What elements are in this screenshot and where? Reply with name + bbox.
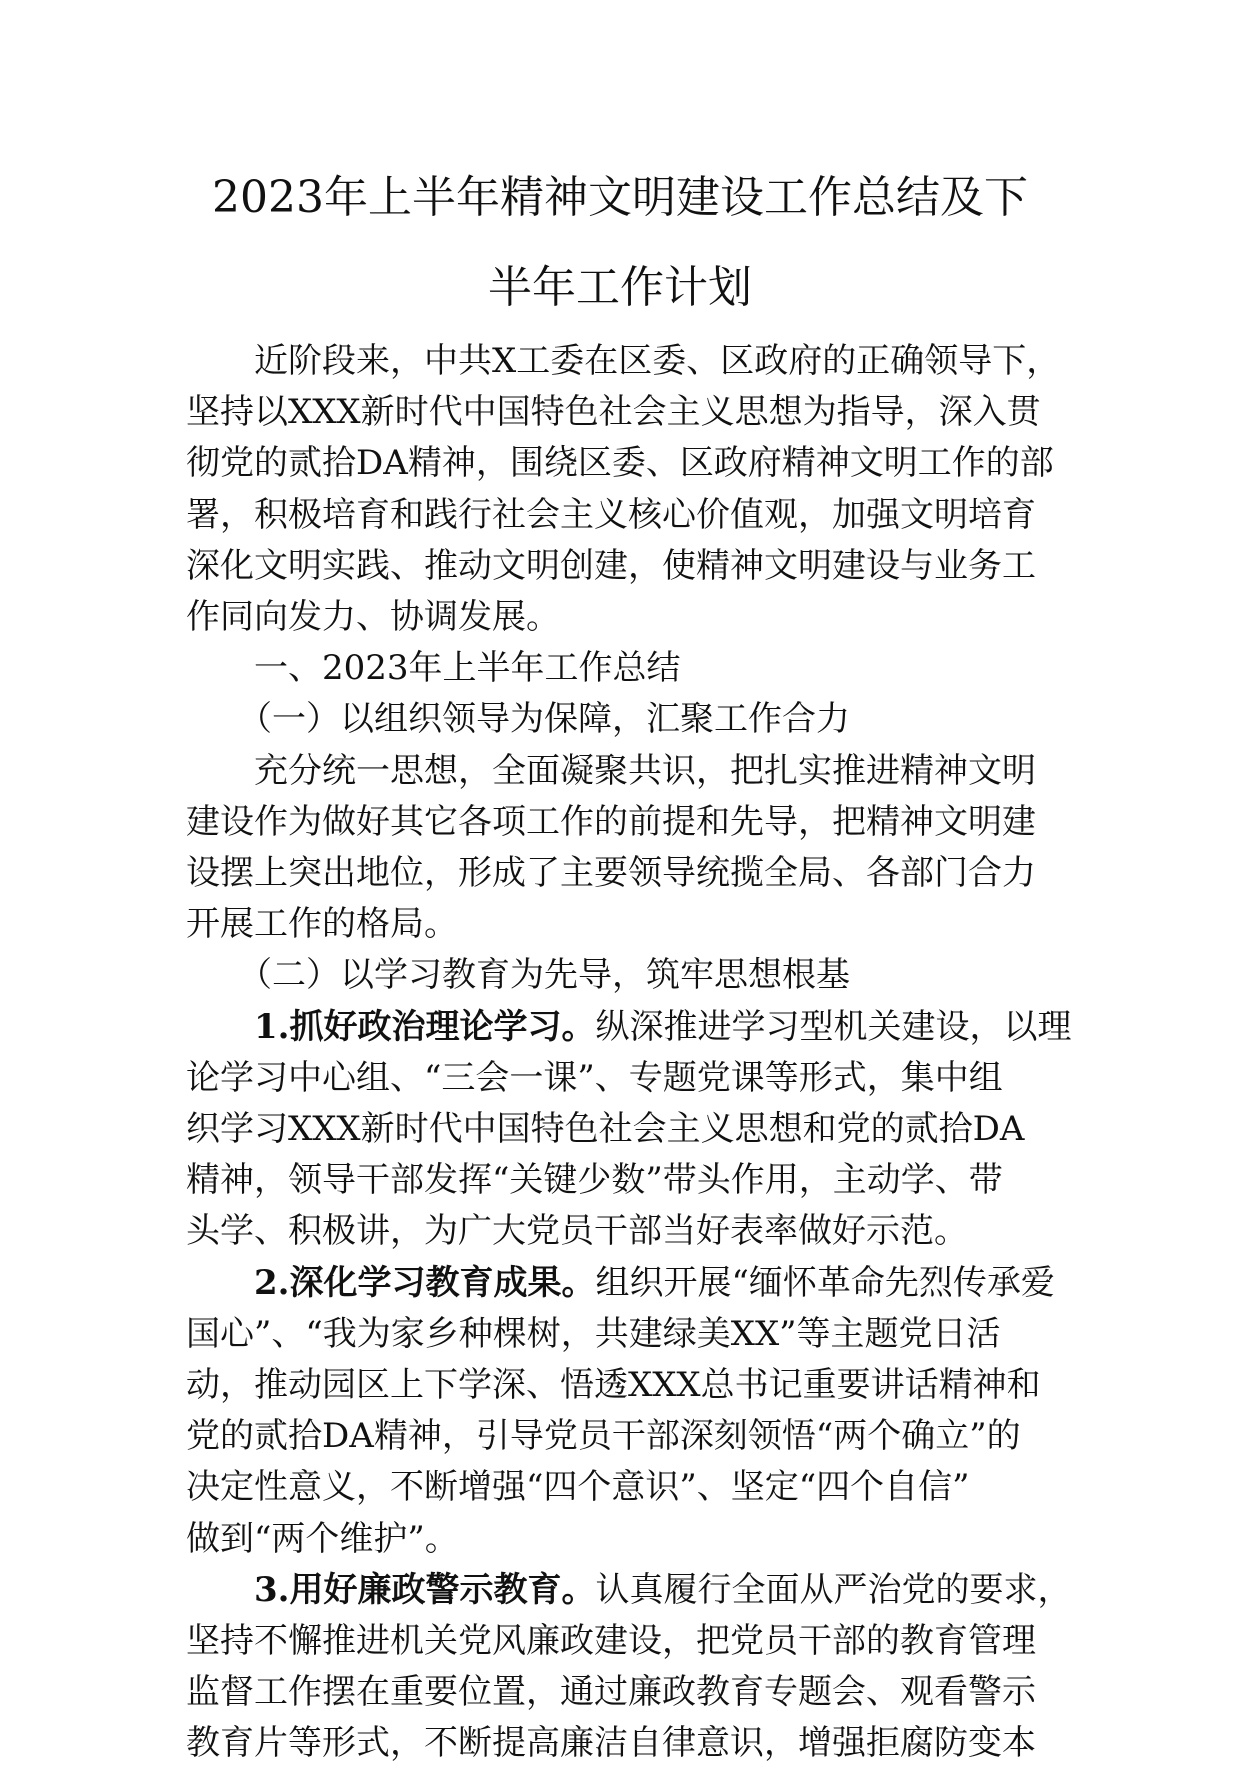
item-2-paragraph bbox=[186, 1258, 1062, 1565]
item-1-first-line bbox=[186, 1002, 1072, 1053]
intro-line: 作同向发力、协调发展。 bbox=[186, 597, 560, 638]
intro-line: 深化文明实践、推动文明创建，使精神文明建设与业务工 bbox=[186, 545, 1036, 586]
item-1-paragraph bbox=[186, 1002, 1072, 1258]
subsection-heading-1: （一）以组织领导为保障，汇聚工作合力 bbox=[238, 699, 850, 740]
paragraph-line: 动，推动园区上下学深、悟透XXX总书记重要讲话精神和 bbox=[186, 1365, 1041, 1406]
item-1-lead: 1.抓好政治理论学习。 bbox=[254, 1006, 596, 1047]
document-body bbox=[186, 336, 1072, 1770]
paragraph-line: 建设作为做好其它各项工作的前提和先导，把精神文明建 bbox=[186, 801, 1036, 842]
item-1-first-text: 纵深推进学习型机关建设，以理 bbox=[595, 1006, 1072, 1047]
section-heading: 一、2023年上半年工作总结 bbox=[254, 648, 681, 689]
paragraph-line: 头学、积极讲，为广大党员干部当好表率做好示范。 bbox=[186, 1211, 968, 1252]
item-3-first-text: 认真履行全面从严治党的要求， bbox=[595, 1569, 1072, 1610]
paragraph-line: 开展工作的格局。 bbox=[186, 904, 458, 945]
item-2-first-text: 组织开展“缅怀革命先烈传承爱 bbox=[595, 1262, 1055, 1303]
paragraph-line: 坚持不懈推进机关党风廉政建设，把党员干部的教育管理 bbox=[186, 1621, 1036, 1662]
item-3-lead: 3.用好廉政警示教育。 bbox=[254, 1569, 596, 1610]
subsection-heading-2: （二）以学习教育为先导，筑牢思想根基 bbox=[238, 955, 850, 996]
intro-line: 署，积极培育和践行社会主义核心价值观，加强文明培育 bbox=[186, 494, 1036, 535]
intro-line: 彻党的贰拾DA精神，围绕区委、区政府精神文明工作的部 bbox=[186, 443, 1054, 484]
paragraph-line: 设摆上突出地位，形成了主要领导统揽全局、各部门合力 bbox=[186, 853, 1036, 894]
paragraph-line: 精神，领导干部发挥“关键少数”带头作用，主动学、带 bbox=[186, 1160, 1003, 1201]
paragraph-line: 教育片等形式，不断提高廉洁自律意识，增强拒腐防变本 bbox=[186, 1723, 1036, 1764]
item-2-lead: 2.深化学习教育成果。 bbox=[254, 1262, 596, 1303]
paragraph-line: 论学习中心组、“三会一课”、专题党课等形式，集中组 bbox=[186, 1057, 1003, 1098]
paragraph-line: 监督工作摆在重要位置，通过廉政教育专题会、观看警示 bbox=[186, 1672, 1036, 1713]
item-2-first-line bbox=[186, 1258, 1062, 1309]
paragraph-line: 充分统一思想，全面凝聚共识，把扎实推进精神文明 bbox=[254, 750, 1036, 791]
subsection-1-paragraph bbox=[186, 746, 1062, 951]
intro-paragraph bbox=[186, 336, 1062, 643]
document-title-line-1: 2023年上半年精神文明建设工作总结及下 bbox=[212, 172, 1028, 223]
paragraph-line: 做到“两个维护”。 bbox=[186, 1518, 459, 1559]
paragraph-line: 国心”、“我为家乡种棵树，共建绿美XX”等主题党日活 bbox=[186, 1313, 1001, 1354]
item-3-first-line bbox=[186, 1565, 1072, 1616]
item-3-paragraph bbox=[186, 1565, 1072, 1770]
paragraph-line: 决定性意义，不断增强“四个意识”、坚定“四个自信” bbox=[186, 1467, 970, 1508]
document-title-line-2: 半年工作计划 bbox=[488, 262, 752, 313]
paragraph-line: 织学习XXX新时代中国特色社会主义思想和党的贰拾DA bbox=[186, 1109, 1025, 1150]
paragraph-line: 党的贰拾DA精神，引导党员干部深刻领悟“两个确立”的 bbox=[186, 1416, 1021, 1457]
intro-line: 近阶段来，中共X工委在区委、区政府的正确领导下， bbox=[254, 341, 1061, 381]
intro-line: 坚持以XXX新时代中国特色社会主义思想为指导，深入贯 bbox=[186, 392, 1041, 433]
